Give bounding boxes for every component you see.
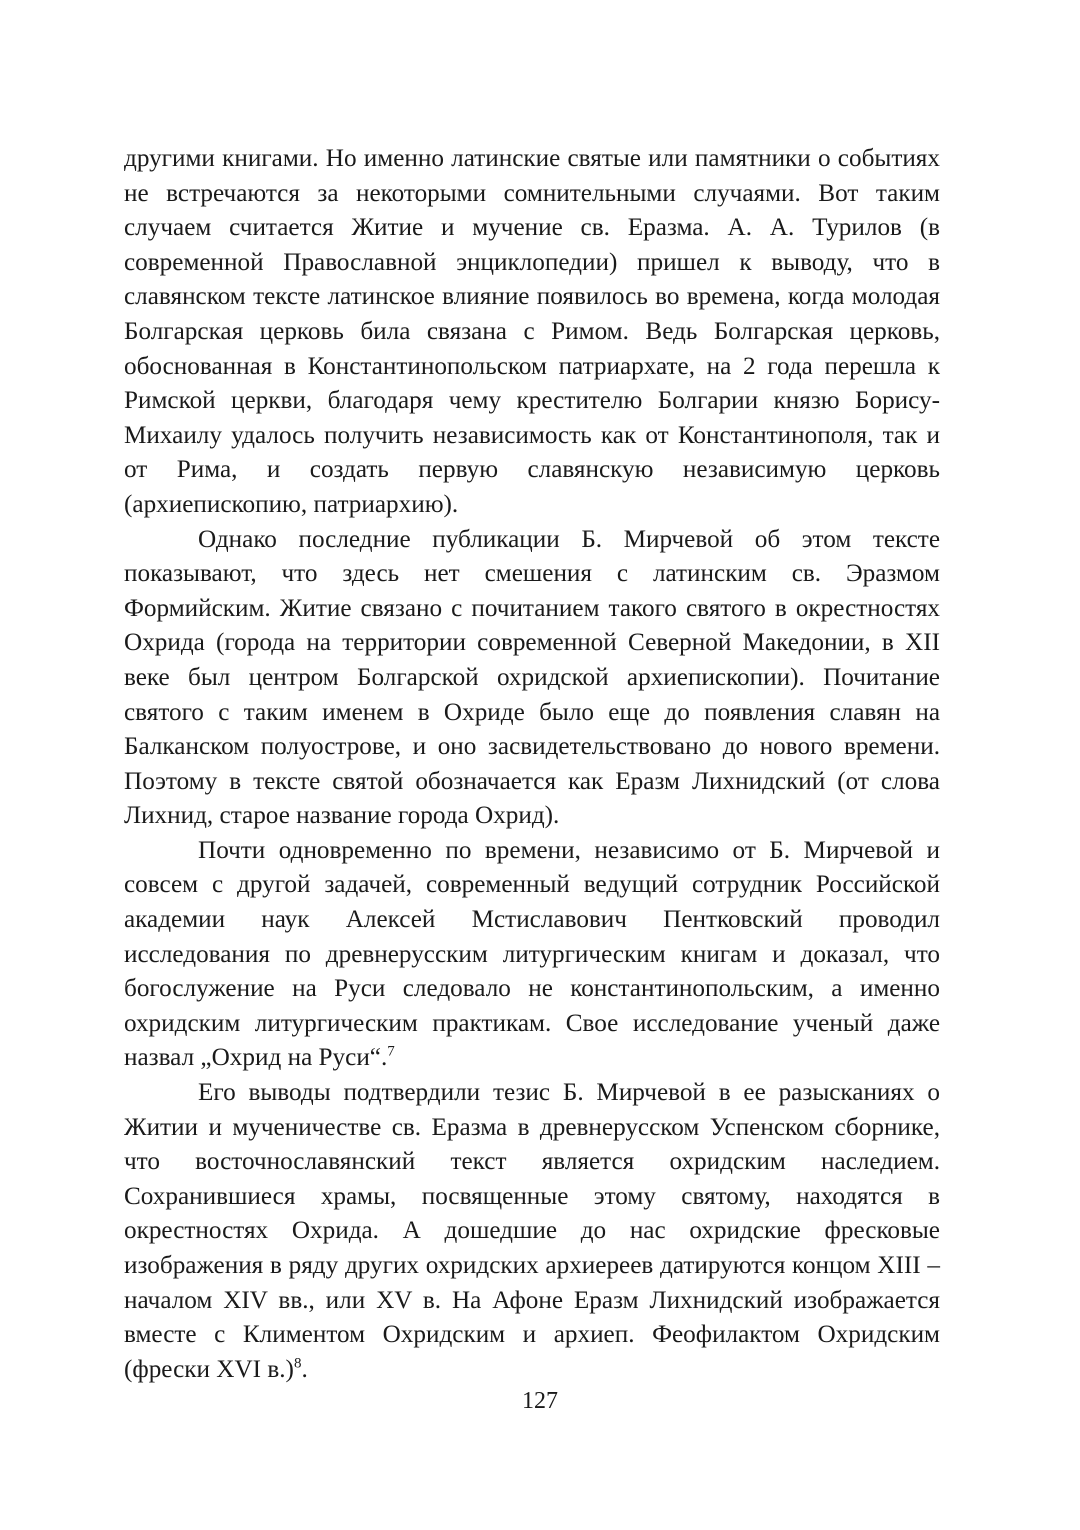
paragraph-2 bbox=[124, 523, 940, 834]
paragraph-4 bbox=[124, 1076, 940, 1387]
paragraph-4-tail: . bbox=[301, 1355, 308, 1383]
body-text bbox=[124, 142, 940, 1387]
paragraph-3-text: Почти одновременно по времени, независимо от Б. Мирчевой и совсем с другой задачей, современный ведущий сотрудник Российской академии наук Алексей Мстиславович Пентковский проводил исследования по древнерусским литургическим книгам и доказал, что богослужение на Руси следовало не константинопольским, а именно охридским литургическим практикам. Свое исследование ученый даже назвал „Охрид на Руси“. bbox=[124, 836, 940, 1072]
page-number: 127 bbox=[522, 1388, 558, 1414]
paragraph-1-text: другими книгами. Но именно латинские святые или памятники о событиях не встречаются за некоторыми сомнительными случаями. Вот таким случаем считается Житие и мучение св. Еразма. А. А. Турилов (в современной Православной энциклопедии) пришел к выводу, что в славянском тексте латинское влияние появилось во времена, когда молодая Болгарская церковь била связана с Римом. Ведь Болгарская церковь, обоснованная в Константинопольском патриархате, на 2 года перешла к Римской церкви, благодаря чему крестителю Болгарии князю Борису-Михаилу удалось получить независимость как от Константинополя, так и от Рима, и создать первую славянскую независимую церковь (архиепископию, патриархию). bbox=[124, 145, 940, 518]
paragraph-1 bbox=[124, 142, 940, 523]
paragraph-4-text: Его выводы подтвердили тезис Б. Мирчевой в ее разысканиях о Житии и мученичестве св. Еразма в древнерусском Успенском сборнике, что восточнославянский текст является охридским наследием. Сохранившиеся храмы, посвященные этому святому, находятся в окрестностях Охрида. А дошедшие до нас охридские фресковые изображения в ряду других охридских архиереев датируются концом XIII – началом XIV вв., или XV в. На Афоне Еразм Лихнидский изображается вместе с Климентом Охридским и архиеп. Феофилактом Охридским (фрески XVI в.) bbox=[124, 1079, 940, 1383]
paragraph-2-text: Однако последние публикации Б. Мирчевой об этом тексте показывают, что здесь нет смешения с латинским св. Эразмом Формийским. Житие связано с почитанием такого святого в окрестностях Охрида (города на территории современной Северной Македонии, в XII веке был центром Болгарской охридской архиепископии). Почитание святого с таким именем в Охриде было еще до появления славян на Балканском полуострове, и оно засвидетельствовано до нового времени. Поэтому в тексте святой обозначается как Еразм Лихнидский (от слова Лихнид, старое название города Охрид). bbox=[124, 525, 940, 830]
footnote-ref-7[interactable]: 7 bbox=[387, 1044, 395, 1061]
footnote-ref-8[interactable]: 8 bbox=[293, 1355, 302, 1372]
paragraph-3 bbox=[124, 834, 940, 1076]
